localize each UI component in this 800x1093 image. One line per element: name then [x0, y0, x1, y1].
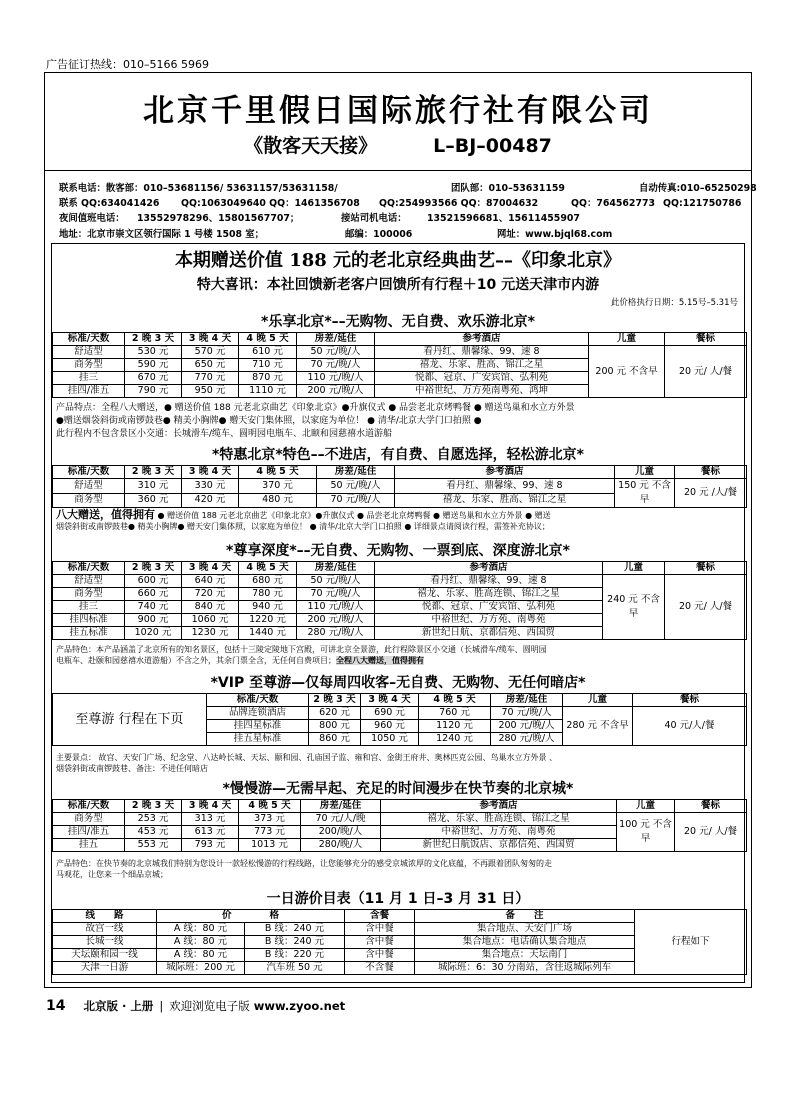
col-header: 房差/延住 — [297, 333, 375, 346]
table-cell: 373 元 — [239, 813, 301, 826]
content-box — [51, 243, 745, 983]
table-cell: 200/晚/人 — [301, 826, 381, 839]
col-header: 标准/天数 — [53, 562, 125, 575]
table-cell: 840 元 — [182, 601, 239, 614]
table-cell: 330 元 — [182, 479, 239, 494]
price-validity: 此价格执行日期：5.15号–5.31号 — [610, 298, 738, 308]
section-3-table — [52, 561, 747, 640]
section-1-table — [52, 332, 747, 398]
table-cell: 挂五星标准 — [207, 733, 309, 746]
col-header: 2 晚 3 天 — [125, 562, 182, 575]
highlight-text: 全程八大赠送，值得拥有 — [336, 656, 424, 665]
table-cell: 680 元 — [239, 575, 297, 588]
col-header: 儿童 — [615, 466, 675, 479]
table-cell: 商务型 — [53, 813, 125, 826]
note-text: 电瓶车、赴颐和园慈禧水道游船）不含之外，其余门票全含，无任何自费项目； — [56, 656, 336, 665]
qq-3: QQ:254993566 QQ：87004632 — [379, 198, 539, 210]
col-header: 3 晚 4 天 — [182, 466, 239, 479]
gift-heading: 八大赠送，值得拥有 — [56, 508, 155, 521]
col-header: 餐标 — [675, 466, 747, 479]
table-cell: 悦都、冠京、广安宾馆、弘利苑 — [375, 601, 603, 614]
table-cell: 310 元 — [125, 479, 182, 494]
table-cell: 品牌连锁酒店 — [207, 707, 309, 720]
col-header: 儿童 — [617, 800, 675, 813]
table-cell: 950 元 — [182, 385, 239, 398]
table-cell: 940 元 — [239, 601, 297, 614]
table-header — [53, 800, 747, 813]
postcode: 邮编：100006 — [345, 228, 413, 240]
col-header: 儿童 — [603, 562, 665, 575]
table-cell: 新世纪日航、京都信苑、西国贸 — [375, 627, 603, 640]
table-cell: 含中餐 — [345, 936, 415, 949]
table-cell: 舒适型 — [53, 575, 125, 588]
col-header: 价 格 — [157, 910, 345, 923]
note-text: ● 赠送价值 188 元老北京曲艺《印象北京》●升旗仪式 ● 品尝老北京烤鸭餐 ● 赠送鸟巢和水立方外景 ● 赠送 — [157, 511, 551, 520]
table-cell: 600 元 — [125, 575, 182, 588]
table-row — [53, 575, 747, 588]
night-phones: 13552978296、15801567707； — [137, 213, 300, 225]
table-cell: 870 元 — [239, 372, 297, 385]
table-cell: 舒适型 — [53, 346, 125, 359]
section-2-table — [52, 465, 747, 508]
table-cell: 780 元 — [239, 588, 297, 601]
table-cell: 453 元 — [125, 826, 182, 839]
col-header: 2 晚 3 天 — [125, 333, 182, 346]
table-cell: 70 元/人/晚 — [301, 813, 381, 826]
table-cell: 中裕世纪、万方苑、南粤苑 — [375, 614, 603, 627]
table-header — [53, 694, 747, 707]
table-cell: 420 元 — [182, 493, 239, 508]
table-cell: 70 元/晚/人 — [317, 493, 395, 508]
table-cell: 舒适型 — [53, 479, 125, 494]
table-cell: 挂五 — [53, 839, 125, 852]
table-cell: 900 元 — [125, 614, 182, 627]
page-footer — [46, 998, 345, 1014]
table-header — [53, 562, 747, 575]
table-cell: 70 元/晚/人 — [491, 707, 563, 720]
itinerary-note: 行程如下 — [635, 910, 747, 975]
table-cell: 1050 元 — [361, 733, 419, 746]
table-cell: 禧龙、乐家、胜高连锁、锦江之星 — [375, 588, 603, 601]
col-header: 参考酒店 — [381, 800, 617, 813]
table-row — [53, 346, 747, 359]
table-cell: B 线：240 元 — [245, 936, 345, 949]
table-cell: 挂四/准五 — [53, 826, 125, 839]
table-cell: 集合地点、天安门广场 — [415, 923, 635, 936]
table-cell: 含中餐 — [345, 923, 415, 936]
table-cell: 挂三 — [53, 372, 125, 385]
table-cell: 禧龙、乐家、胜高、锦江之星 — [375, 359, 589, 372]
table-cell: 城际班：200 元 — [157, 962, 245, 975]
table-cell: 看丹红、鼎馨缘、99、速 8 — [395, 479, 615, 494]
section-6-title: 一日游价目表（11 月 1 日–3 月 31 日） — [52, 888, 744, 908]
section-5-title: *慢慢游—无需早起、充足的时间漫步在快节奏的北京城* — [52, 778, 744, 798]
table-cell: 新世纪日航饭店、京都信苑、西国贸 — [381, 839, 617, 852]
table-cell: 553 元 — [125, 839, 182, 852]
section-5-table — [52, 799, 747, 852]
table-cell: 长城一线 — [53, 936, 157, 949]
promo-subheadline: 特大喜讯：本社回馈新老客户回馈所有行程＋10 元送天津市内游 — [196, 277, 600, 293]
table-cell: 690 元 — [361, 707, 419, 720]
table-cell: 740 元 — [125, 601, 182, 614]
col-header: 3 晚 4 天 — [182, 333, 239, 346]
note-line: 烟袋斜街或南锣鼓巷、备注：不进任何暗店 — [56, 764, 208, 773]
col-header: 4 晚 5 天 — [239, 800, 301, 813]
meal-price: 40 元/人/餐 — [633, 707, 747, 746]
col-header: 3 晚 4 天 — [182, 562, 239, 575]
welcome-text: 欢迎浏览电子版 — [169, 999, 250, 1013]
table-cell: 570 元 — [182, 346, 239, 359]
license-number: L–BJ–00487 — [433, 135, 552, 157]
section-4-notes — [56, 752, 740, 774]
table-row — [53, 813, 747, 826]
col-header: 2 晚 3 天 — [125, 800, 182, 813]
col-header: 2 晚 3 天 — [309, 694, 361, 707]
table-cell: 70 元/晚/人 — [297, 588, 375, 601]
table-cell: 挂四标准 — [53, 614, 125, 627]
section-1-title: *乐享北京*––无购物、无自费、欢乐游北京* — [52, 311, 744, 331]
table-cell: 中裕世纪、万方苑南粤苑、鸿坤 — [375, 385, 589, 398]
table-cell: 960 元 — [361, 720, 419, 733]
table-cell: 挂四/准五 — [53, 385, 125, 398]
table-cell: 760 元 — [419, 707, 491, 720]
col-header: 线 路 — [53, 910, 157, 923]
col-header: 参考酒店 — [375, 333, 589, 346]
table-cell: A 线：80 元 — [157, 936, 245, 949]
col-header: 房差/延住 — [317, 466, 395, 479]
note-line: 产品特色：在快节奏的北京城我们特别为您设计一款轻松慢游的行程线路，让您能够充分的感受京城浓厚的文化底蕴，不再跟着团队匆匆的走 — [56, 859, 552, 868]
col-header: 3 晚 4 天 — [182, 800, 239, 813]
qq-2: QQ:1063049640 QQ：1461356708 — [181, 198, 360, 210]
table-cell: 禧龙、乐家、胜高、锦江之星 — [395, 493, 615, 508]
table-cell: 200 元/晚/人 — [491, 720, 563, 733]
table-cell: 110 元/晚/人 — [297, 601, 375, 614]
table-cell: 集合地点：电话确认集合地点 — [415, 936, 635, 949]
edition-label: 北京版 · 上册 — [83, 999, 154, 1013]
table-cell: B 线：240 元 — [245, 923, 345, 936]
note-line — [56, 655, 740, 666]
table-cell: 商务型 — [53, 359, 125, 372]
table-cell: 790 元 — [125, 385, 182, 398]
address: 地址：北京市崇文区领行国际 1 号楼 1508 室； — [59, 228, 265, 240]
note-line: 产品特点：全程八大赠送，● 赠送价值 188 元老北京曲艺《印象北京》●升旗仪式 ● 品尝老北京烤鸭餐 ● 赠送鸟巢和水立方外景 — [56, 403, 575, 413]
group-dept: 团队部：010–53631159 — [451, 183, 565, 194]
page-number: 14 — [46, 998, 66, 1014]
table-cell: 1020 元 — [125, 627, 182, 640]
col-header: 餐标 — [665, 333, 747, 346]
col-header: 4 晚 5 天 — [239, 333, 297, 346]
contact-phone: 联系电话：散客部：010–53681156/ 53631157/53631158/ — [59, 183, 338, 194]
col-header: 餐标 — [665, 562, 747, 575]
day-tour-table — [52, 909, 747, 975]
table-cell: 770 元 — [182, 372, 239, 385]
table-cell: 50 元/晚/人 — [297, 575, 375, 588]
table-cell: 挂三 — [53, 601, 125, 614]
table-cell: 含中餐 — [345, 949, 415, 962]
table-cell: 50 元/晚/人 — [297, 346, 375, 359]
table-cell: 商务型 — [53, 588, 125, 601]
col-header: 4 晚 5 天 — [239, 562, 297, 575]
table-cell: 商务型 — [53, 493, 125, 508]
table-cell: 1240 元 — [419, 733, 491, 746]
table-cell: 280 元/晚/人 — [491, 733, 563, 746]
table-cell: 710 元 — [239, 359, 297, 372]
note-line: 马观花，让您来一个细品京城； — [56, 870, 168, 879]
vip-note: 至尊游 行程在下页 — [53, 694, 207, 746]
col-header: 标准/天数 — [53, 333, 125, 346]
table-cell: 50 元/晚/人 — [317, 479, 395, 494]
table-cell: 530 元 — [125, 346, 182, 359]
table-cell: 660 元 — [125, 588, 182, 601]
section-2-notes — [56, 509, 740, 532]
qq-5: QQ:121750786 — [663, 198, 742, 210]
table-cell: A 线：80 元 — [157, 923, 245, 936]
note-line: 主要景点： 故宫、天安门广场、纪念堂、八达岭长城、天坛、颐和园、孔庙国子监、雍和宫、金街王府井、奥林匹克公园、鸟巢水立方外景 、 — [56, 753, 558, 762]
note-line: 产品特色：本产品涵盖了北京所有的知名景区，包括十三陵定陵地下宫殿，可讲北京全景游，此行程除景区小交通（长城滑车/缆车、圆明园 — [56, 645, 547, 654]
table-cell: 1060 元 — [182, 614, 239, 627]
section-3-notes — [56, 644, 740, 666]
note-line: ●赠送烟袋斜街或南锣鼓巷● 精美小胸牌● 赠天安门集体照，以家庭为单位！ ● 清华/北京大学门口拍照 ● — [56, 416, 482, 426]
promo-headline: 本期赠送价值 188 元的老北京经典曲艺––《印象北京》 — [174, 250, 622, 271]
table-cell: 280 元/晚/人 — [297, 627, 375, 640]
table-cell: 天津一日游 — [53, 962, 157, 975]
meal-price: 20 元/ 人/餐 — [665, 575, 747, 640]
col-header: 儿童 — [589, 333, 665, 346]
child-price: 200 元 不含早 — [589, 346, 665, 398]
table-cell: 汽车班 50 元 — [245, 962, 345, 975]
table-cell: 613 元 — [182, 826, 239, 839]
col-header: 餐标 — [675, 800, 747, 813]
col-header: 儿童 — [563, 694, 633, 707]
child-price: 150 元 不含早 — [615, 479, 675, 508]
table-row — [53, 479, 747, 494]
note-line — [56, 509, 740, 521]
table-cell: 650 元 — [182, 359, 239, 372]
col-header: 标准/天数 — [53, 466, 125, 479]
table-cell: 253 元 — [125, 813, 182, 826]
table-cell: 天坛颐和园一线 — [53, 949, 157, 962]
website: 网址：www.bjql68.com — [497, 228, 613, 240]
col-header: 参考酒店 — [375, 562, 603, 575]
table-cell: 110 元/晚/人 — [297, 372, 375, 385]
table-cell: 200 元/晚/人 — [297, 614, 375, 627]
night-label: 夜间值班电话： — [59, 213, 125, 225]
col-header: 含餐 — [345, 910, 415, 923]
qq-4: QQ：764562773 — [571, 198, 656, 210]
table-cell: 610 元 — [239, 346, 297, 359]
company-title: 北京千里假日国际旅行社有限公司 — [143, 93, 653, 129]
meal-price: 20 元 /人/餐 — [675, 479, 747, 508]
col-header: 标准/天数 — [53, 800, 125, 813]
table-cell: 360 元 — [125, 493, 182, 508]
table-cell: 挂四星标准 — [207, 720, 309, 733]
table-cell: 1220 元 — [239, 614, 297, 627]
col-header: 房差/延住 — [297, 562, 375, 575]
table-cell: 860 元 — [309, 733, 361, 746]
child-price: 100 元 不含早 — [617, 813, 675, 852]
col-header: 房差/延住 — [301, 800, 381, 813]
table-cell: 集合地点：天坛南门 — [415, 949, 635, 962]
footer-separator: | — [159, 999, 164, 1013]
col-header: 参考酒店 — [395, 466, 615, 479]
divider — [45, 170, 751, 171]
table-cell: 不含餐 — [345, 962, 415, 975]
table-cell: 370 元 — [239, 479, 317, 494]
table-cell: 793 元 — [182, 839, 239, 852]
col-header: 2 晚 3 天 — [125, 466, 182, 479]
table-cell: 城际班：6：30 分南站，含往返城际列车 — [415, 962, 635, 975]
footer-url[interactable]: www.zyoo.net — [253, 999, 346, 1013]
qq-1: 联系 QQ:634041426 — [59, 198, 160, 210]
table-cell: B 线：220 元 — [245, 949, 345, 962]
section-1-notes — [56, 402, 740, 441]
table-cell: 640 元 — [182, 575, 239, 588]
table-cell: 挂五标准 — [53, 627, 125, 640]
col-header: 4 晚 5 天 — [239, 466, 317, 479]
driver-label: 接站司机电话： — [341, 213, 407, 225]
table-cell: 悦都、冠京、广安宾馆、弘利苑 — [375, 372, 589, 385]
table-cell: 313 元 — [182, 813, 239, 826]
col-header: 3 晚 4 天 — [361, 694, 419, 707]
note-line: 烟袋斜街或南锣鼓巷● 精美小胸牌● 赠天安门集体照，以家庭为单位！ ● 清华/北京大学门口拍照 ● 详细景点请阅读行程，需签补充协议； — [56, 522, 550, 531]
table-cell: 1440 元 — [239, 627, 297, 640]
table-cell: 620 元 — [309, 707, 361, 720]
table-cell: 1120 元 — [419, 720, 491, 733]
driver-phones: 13521596681、15611455907 — [427, 213, 580, 225]
col-header: 房差/延住 — [491, 694, 563, 707]
table-header — [53, 466, 747, 479]
table-cell: 1230 元 — [182, 627, 239, 640]
col-header: 4 晚 5 天 — [419, 694, 491, 707]
table-cell: 280/晚/人 — [301, 839, 381, 852]
table-cell: 800 元 — [309, 720, 361, 733]
table-header — [53, 910, 747, 923]
col-header: 餐标 — [633, 694, 747, 707]
table-cell: A 线：80 元 — [157, 949, 245, 962]
section-2-title: *特惠北京*特色––不进店，有自费、自愿选择，轻松游北京* — [52, 444, 744, 464]
page-frame — [44, 72, 757, 988]
fax: 自动传真:010–65250298 — [639, 183, 757, 194]
table-cell: 480 元 — [239, 493, 317, 508]
table-cell: 看丹红、鼎馨缘、99、速 8 — [375, 346, 589, 359]
table-cell: 670 元 — [125, 372, 182, 385]
slogan-line — [45, 131, 751, 158]
table-cell: 1013 元 — [239, 839, 301, 852]
note-line: 此行程内不包含景区小交通：长城滑车/缆车、圆明园电瓶车、北颐和园慈禧水道游船 — [56, 429, 393, 439]
section-4-table — [52, 693, 747, 746]
section-4-title: *VIP 至尊游—仅每周四收客–无自费、无购物、无任何暗店* — [52, 672, 744, 692]
table-cell: 中裕世纪、万方苑、南粤苑 — [381, 826, 617, 839]
child-price: 240 元 不含早 — [603, 575, 665, 640]
table-cell: 看丹红、鼎馨缘、99、速 8 — [375, 575, 603, 588]
child-price: 280 元 不含早 — [563, 707, 633, 746]
meal-price: 20 元/ 人/餐 — [665, 346, 747, 398]
section-3-title: *尊享深度*––无自费、无购物、一票到底、深度游北京* — [52, 540, 744, 560]
table-cell: 1110 元 — [239, 385, 297, 398]
table-cell: 720 元 — [182, 588, 239, 601]
table-cell: 590 元 — [125, 359, 182, 372]
section-5-notes — [56, 858, 740, 880]
table-header — [53, 333, 747, 346]
col-header: 标准/天数 — [207, 694, 309, 707]
table-cell: 773 元 — [239, 826, 301, 839]
slogan: 《散客天天接》 — [244, 135, 378, 157]
table-cell: 70 元/晚/人 — [297, 359, 375, 372]
table-cell: 故宫一线 — [53, 923, 157, 936]
col-header: 备 注 — [415, 910, 635, 923]
ad-hotline: 广告征订热线：010–5166 5969 — [46, 58, 209, 71]
table-cell: 200 元/晚/人 — [297, 385, 375, 398]
meal-price: 20 元/ 人/餐 — [675, 813, 747, 852]
table-cell: 禧龙、乐家、胜高连锁、锦江之星 — [381, 813, 617, 826]
